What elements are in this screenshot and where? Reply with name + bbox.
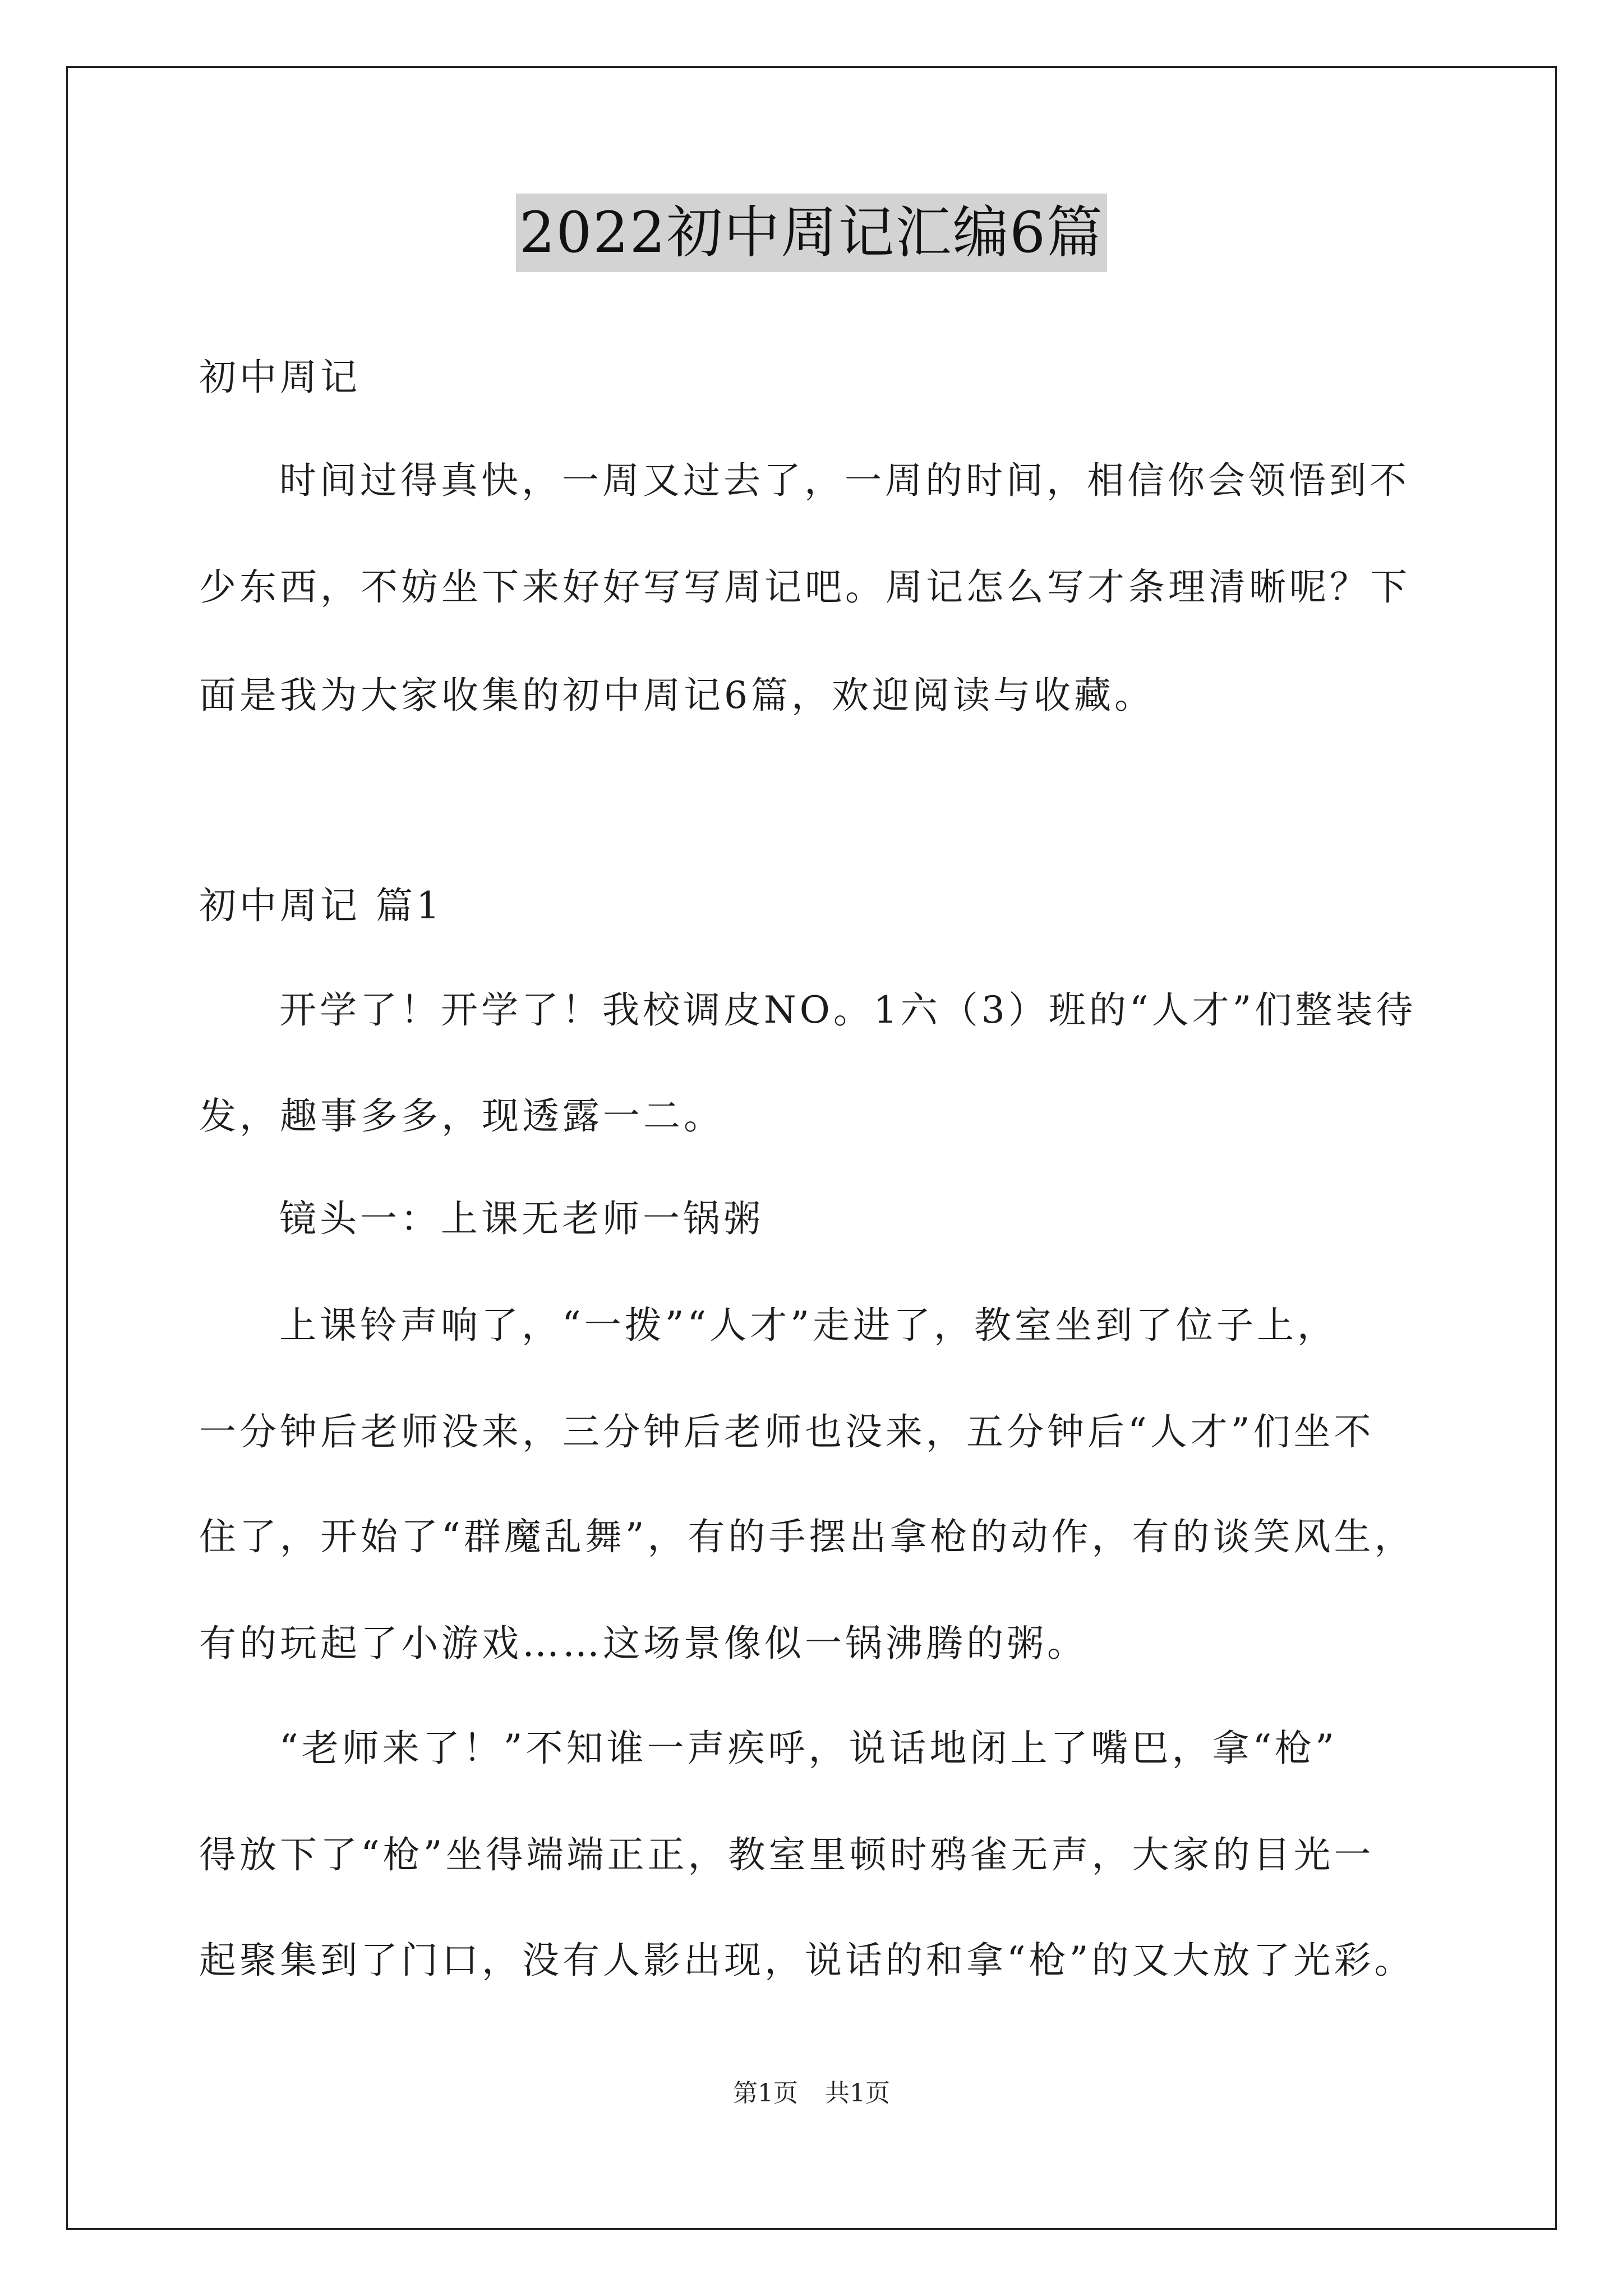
intro-line-3: 面是我为大家收集的初中周记6篇，欢迎阅读与收藏。 — [199, 674, 1155, 717]
paragraph-3-line-3: 起聚集到了门口，没有人影出现，说话的和拿“枪”的又大放了光彩。 — [199, 1939, 1415, 1982]
paragraph-2-line-3: 住了，开始了“群魔乱舞”，有的手摆出拿枪的动作，有的谈笑风生， — [199, 1515, 1415, 1558]
paragraph-1-line-1: 开学了！开学了！我校调皮NO。1六（3）班的“人才”们整装待 — [279, 988, 1417, 1032]
section-heading: 初中周记 — [199, 356, 361, 399]
page-footer — [0, 2077, 1623, 2110]
chapter-heading: 初中周记 篇1 — [199, 884, 443, 927]
subheading: 镜头一：上课无老师一锅粥 — [279, 1197, 764, 1240]
document-title: 2022初中周记汇编6篇 — [516, 194, 1107, 272]
title-container — [0, 194, 1623, 272]
page-number-current: 第1页 — [733, 2079, 798, 2108]
paragraph-2-line-1: 上课铃声响了，“一拨”“人才”走进了，教室坐到了位子上， — [279, 1304, 1338, 1347]
paragraph-3-line-2: 得放下了“枪”坐得端端正正，教室里顿时鸦雀无声，大家的目光一 — [199, 1833, 1375, 1876]
intro-line-2: 少东西，不妨坐下来好好写写周记吧。周记怎么写才条理清晰呢？下 — [199, 565, 1410, 609]
intro-line-1: 时间过得真快，一周又过去了，一周的时间，相信你会领悟到不 — [279, 459, 1410, 502]
paragraph-3-line-1: “老师来了！”不知谁一声疾呼，说话地闭上了嘴巴，拿“枪” — [279, 1727, 1338, 1770]
paragraph-2-line-2: 一分钟后老师没来，三分钟后老师也没来，五分钟后“人才”们坐不 — [199, 1410, 1375, 1453]
paragraph-2-line-4: 有的玩起了小游戏……这场景像似一锅沸腾的粥。 — [199, 1622, 1087, 1665]
page-number-total: 共1页 — [825, 2079, 890, 2108]
paragraph-1-line-2: 发，趣事多多，现透露一二。 — [199, 1094, 724, 1138]
